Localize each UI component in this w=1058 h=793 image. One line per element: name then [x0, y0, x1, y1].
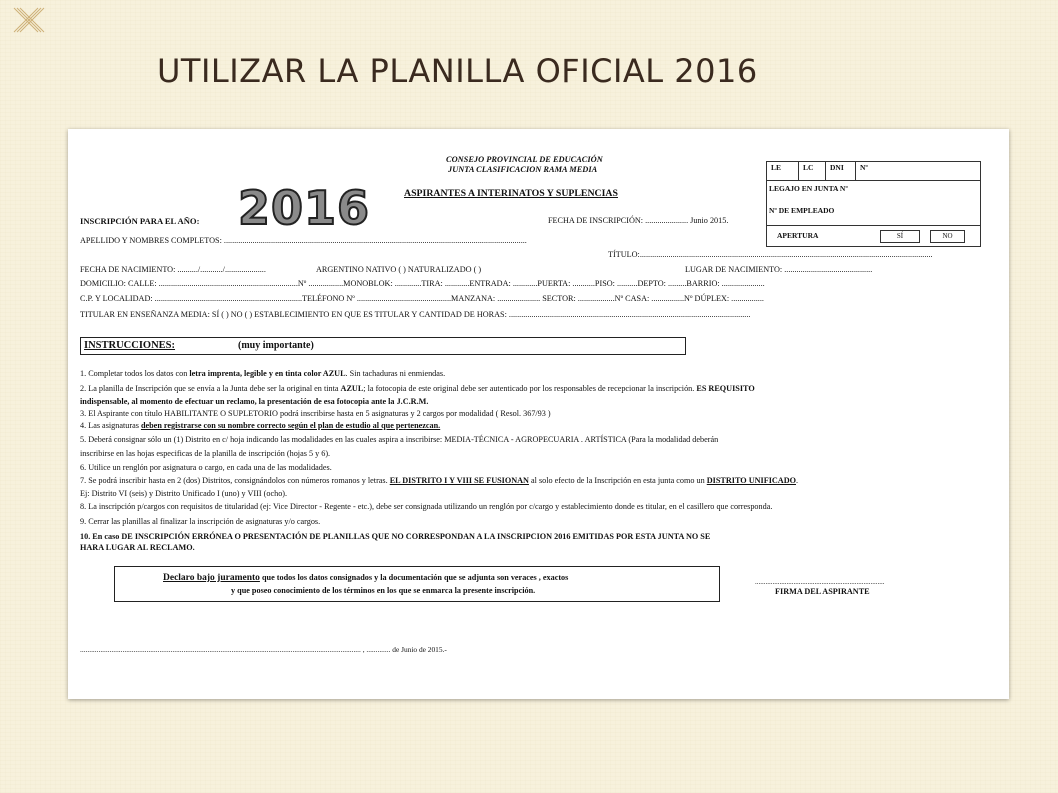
- instruction-segment: 6. Utilice un renglón por asignatura o cargo, en cada una de las modalidades.: [80, 463, 332, 472]
- council-name: CONSEJO PROVINCIAL DE EDUCACIÓN: [446, 155, 603, 164]
- instruction-segment: AZUL: [340, 384, 364, 393]
- instruction-segment: 7. Se podrá inscribir hasta en 2 (dos) Distritos, consignándolos con números romanos y letras.: [80, 476, 390, 485]
- instruction-line: [80, 463, 332, 473]
- instruction-segment: . Sin tachaduras ni enmiendas.: [345, 369, 446, 378]
- instruction-segment: 4. Las asignaturas: [80, 421, 141, 430]
- instructions-header: [80, 337, 686, 355]
- slide-title: UTILIZAR LA PLANILLA OFICIAL 2016: [157, 52, 758, 90]
- instruction-segment: 10. En caso DE INSCRIPCIÓN ERRÓNEA O PRESENTACIÓN DE PLANILLAS QUE NO CORRESPONDAN A LA INSCRIPCION 2016 EMITIDAS POR ESTA JUNTA NO SE: [80, 532, 711, 541]
- nativo-field: ARGENTINO NATIVO ( ) NATURALIZADO ( ): [316, 265, 482, 274]
- instruction-line: [80, 476, 798, 486]
- instruction-segment: letra imprenta, legible y en tinta color AZUL: [189, 369, 346, 378]
- instruction-line: [80, 397, 428, 407]
- instruction-segment: 2. La planilla de Inscripción que se envía a la Junta debe ser la original en tinta: [80, 384, 341, 393]
- titulo-field: TÍTULO:...............................................................................................................................................: [608, 250, 933, 259]
- id-cell-dni[interactable]: DNI: [826, 162, 856, 180]
- instruction-segment: indispensable, al momento de efectuar un reclamo, la presentación de esa fotocopia ante la J.C.R.M.: [80, 397, 429, 406]
- empleado-label: Nº DE EMPLEADO: [769, 206, 835, 215]
- declaration-line2: y que poseo conocimiento de los términos en los que se enmarca la presente inscripción.: [231, 586, 536, 595]
- apertura-no-box[interactable]: NO: [930, 230, 965, 243]
- instruction-segment: DISTRITO UNIFICADO: [706, 476, 796, 485]
- instruction-line: [80, 502, 772, 512]
- instruction-line: [80, 532, 710, 542]
- cp-field: C.P. Y LOCALIDAD: ........................................................................TELÉFONO Nº ..............................................MANZANA: ..................... SECTOR: ..................Nº CASA: ................Nº DÚPLEX: ................: [80, 294, 764, 303]
- instruction-segment: EL DISTRITO I Y VIII SE FUSIONAN: [389, 476, 529, 485]
- x-mark-icon: [8, 2, 48, 42]
- declaration-text: que todos los datos consignados y la documentación que se adjunta son veraces , exactos: [259, 573, 569, 582]
- apertura-label: APERTURA: [777, 231, 819, 240]
- instruction-segment: ; la fotocopia de este original debe ser autenticado por los responsables de recepcionar la inscripción.: [363, 384, 697, 393]
- instruction-segment: 9. Cerrar las planillas al finalizar la inscripción de asignaturas y/o cargos.: [80, 517, 321, 526]
- instruction-line: [80, 421, 440, 431]
- instruction-line: [80, 369, 445, 379]
- instruction-line: [80, 489, 287, 499]
- instruction-segment: deben registrarse con su nombre correcto según el plan de estudio al que pertenezcan.: [140, 421, 441, 430]
- instruction-segment: ES REQUISITO: [696, 384, 755, 393]
- declaration-lead: Declaro bajo juramento: [163, 573, 260, 583]
- instruction-segment: HARA LUGAR AL RECLAMO.: [80, 543, 195, 552]
- instruction-line: [80, 384, 755, 394]
- id-cell-nro[interactable]: Nº: [860, 163, 868, 172]
- instruction-line: [80, 543, 195, 553]
- date-line: ........................................................................................................................................................ , ............. de Junio de 2015.-: [80, 645, 447, 654]
- declaration-box: [114, 566, 720, 602]
- apertura-si-box[interactable]: SÍ: [880, 230, 920, 243]
- instruction-segment: Ej: Distrito VI (seis) y Distrito Unificado I (uno) y VIII (ocho).: [80, 489, 288, 498]
- instruction-segment: .: [796, 476, 799, 485]
- titular-field: TITULAR EN ENSEÑANZA MEDIA: SÍ ( ) NO ( ) ESTABLECIMIENTO EN QUE ES TITULAR Y CANTIDAD DE HORAS: ......................................................................................................................: [80, 310, 751, 319]
- instruction-segment: inscribirse en las hojas especificas de la planilla de inscripción (hojas 5 y 6).: [80, 449, 331, 458]
- instruction-segment: al solo efecto de la Inscripción en esta junta como un: [528, 476, 707, 485]
- apellido-field: APELLIDO Y NOMBRES COMPLETOS: ....................................................................................................................................................: [80, 236, 527, 245]
- instruction-segment: 8. La inscripción p/cargos con requisitos de titularidad (ej: Vice Director - Regente - etc.), debe ser consignada utilizando un renglón por c/cargo y establecimiento donde es titular, en el casillero que corresponda.: [80, 502, 773, 511]
- form-heading: ASPIRANTES A INTERINATOS Y SUPLENCIAS: [404, 188, 618, 199]
- instructions-note: (muy importante): [238, 340, 314, 351]
- id-cell-le[interactable]: LE: [767, 162, 799, 180]
- instruction-line: [80, 517, 320, 527]
- instruction-line: [80, 409, 551, 419]
- domicilio-field: DOMICILIO: CALLE: ....................................................................Nº .................MONOBLOK: .............TIRA: ............ENTRADA: ............PUERTA: ...........PISO: ..........DEPTO: .........BARRIO: .....................: [80, 279, 765, 288]
- instruction-segment: 1. Completar todos los datos con: [80, 369, 190, 378]
- instructions-title: INSTRUCCIONES:: [84, 340, 176, 351]
- id-box: [766, 161, 981, 247]
- fecha-inscripcion-field: FECHA DE INSCRIPCIÓN: ..................... Junio 2015.: [548, 216, 729, 225]
- instruction-line: [80, 435, 718, 445]
- firma-line: ..........................................................................: [755, 578, 885, 586]
- year-badge: 2016: [238, 181, 371, 235]
- form-sheet: [68, 129, 1009, 699]
- inscripcion-field: INSCRIPCIÓN PARA EL AÑO:: [80, 216, 200, 226]
- firma-label: FIRMA DEL ASPIRANTE: [775, 587, 870, 596]
- instruction-segment: 5. Deberá consignar sólo un (1) Distrito en c/ hoja indicando las modalidades en las cuales aspira a inscribirse: MEDIA-TÉCNICA - AGROPECUARIA . ARTÍSTICA (Para la modalidad deberán: [80, 435, 719, 444]
- junta-name: JUNTA CLASIFICACION RAMA MEDIA: [448, 165, 598, 174]
- id-cell-lc[interactable]: LC: [799, 162, 826, 180]
- nacimiento-field: FECHA DE NACIMIENTO: ........../.........../....................: [80, 265, 266, 274]
- instruction-line: [80, 449, 330, 459]
- instruction-segment: 3. El Aspirante con título HABILITANTE O SUPLETORIO podrá inscribirse hasta en 5 asignaturas y 2 cargos por modalidad ( Resol. 367/93 ): [80, 409, 551, 418]
- legajo-label: LEGAJO EN JUNTA Nº: [769, 184, 848, 193]
- lugar-field: LUGAR DE NACIMIENTO: ...........................................: [685, 265, 873, 274]
